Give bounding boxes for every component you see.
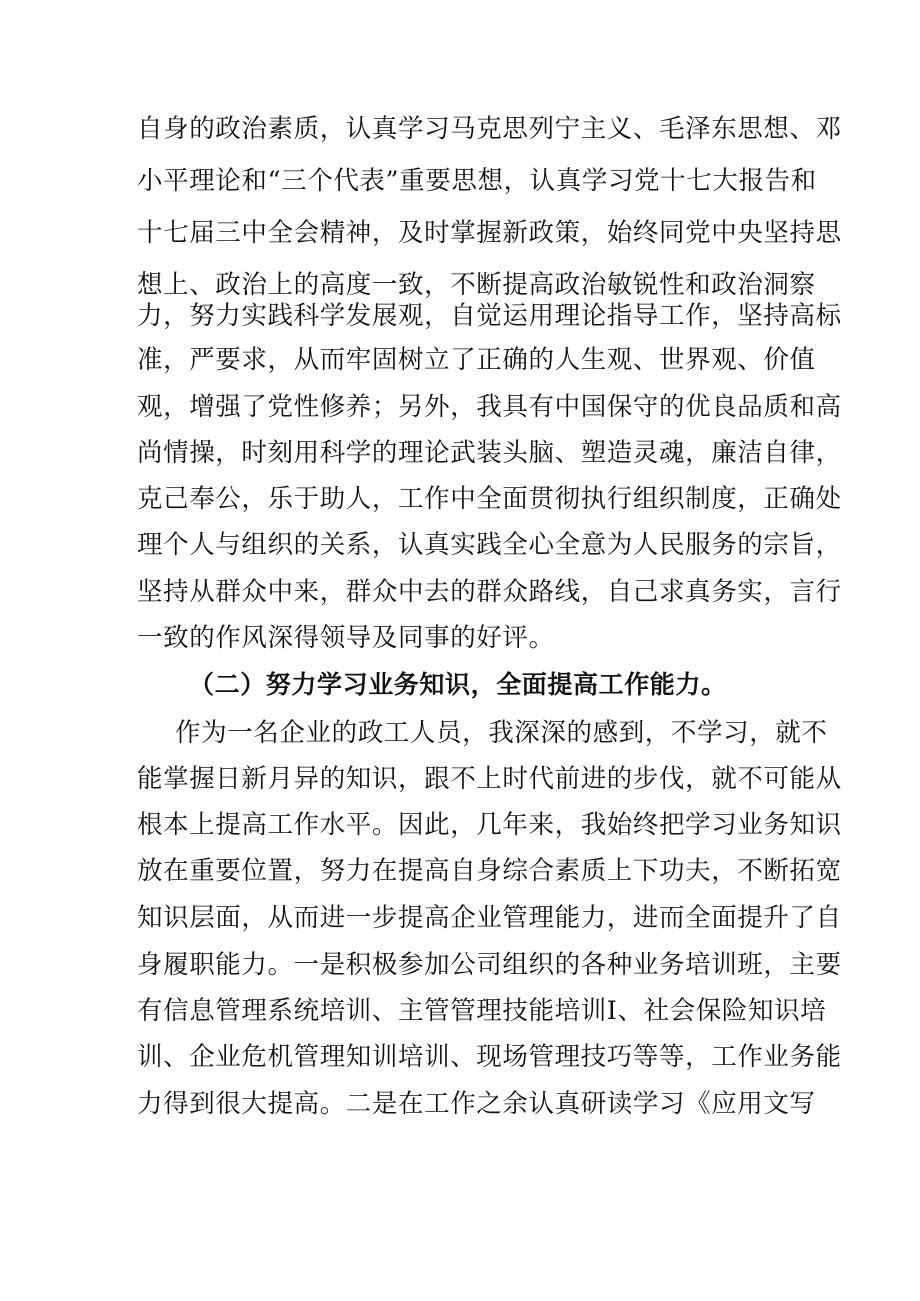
text-line: 根本上提高工作水平。因此，几年来，我始终把学习业务知识 <box>137 810 842 840</box>
text-line: 尚情操，时刻用科学的理论武装头脑、塑造灵魂，廉洁自律， <box>137 438 842 468</box>
text-line: 准，严要求，从而牢固树立了正确的人生观、世界观、价值 <box>137 345 816 375</box>
text-line: 小平理论和“三个代表”重要思想，认真学习党十七大报告和 <box>137 166 817 196</box>
text-line: 力得到很大提高。二是在工作之余认真研读学习《应用文写 <box>137 1089 816 1119</box>
text-line: 十七届三中全会精神，及时掌握新政策，始终同党中央坚持思 <box>137 218 842 248</box>
text-line: 能掌握日新月异的知识，跟不上时代前进的步伐，就不可能从 <box>137 764 842 794</box>
text-line: 克己奉公，乐于助人，工作中全面贯彻执行组织制度，正确处 <box>137 484 842 514</box>
text-line: 想上、政治上的高度一致，不断提高政治敏锐性和政治洞察 <box>137 270 816 300</box>
text-line: 身履职能力。一是积极参加公司组织的各种业务培训班，主要 <box>137 950 842 980</box>
text-line: 力，努力实践科学发展观，自觉运用理论指导工作，坚持高标 <box>137 301 842 331</box>
section-heading: （二）努力学习业务知识，全面提高工作能力。 <box>189 670 727 699</box>
text-line: 一致的作风深得领导及同事的好评。 <box>137 623 555 653</box>
text-line: 有信息管理系统培训、主管管理技能培训I、社会保险知识培 <box>137 996 827 1026</box>
text-line: 放在重要位置，努力在提高自身综合素质上下功夫，不断拓宽 <box>137 856 842 886</box>
text-line: 作为一名企业的政工人员，我深深的感到，不学习，就不 <box>175 718 828 748</box>
document-body <box>137 0 842 1301</box>
text-line: 自身的政治素质，认真学习马克思列宁主义、毛泽东思想、邓 <box>137 114 842 144</box>
text-line: 观，增强了党性修养；另外，我具有中国保守的优良品质和高 <box>137 392 842 422</box>
text-line: 坚持从群众中来，群众中去的群众路线，自己求真务实，言行 <box>137 577 842 607</box>
text-line: 训、企业危机管理知训培训、现场管理技巧等等，工作业务能 <box>137 1042 842 1072</box>
text-line: 理个人与组织的关系，认真实践全心全意为人民服务的宗旨， <box>137 530 842 560</box>
text-line: 知识层面，从而进一步提高企业管理能力，进而全面提升了自 <box>137 903 842 933</box>
